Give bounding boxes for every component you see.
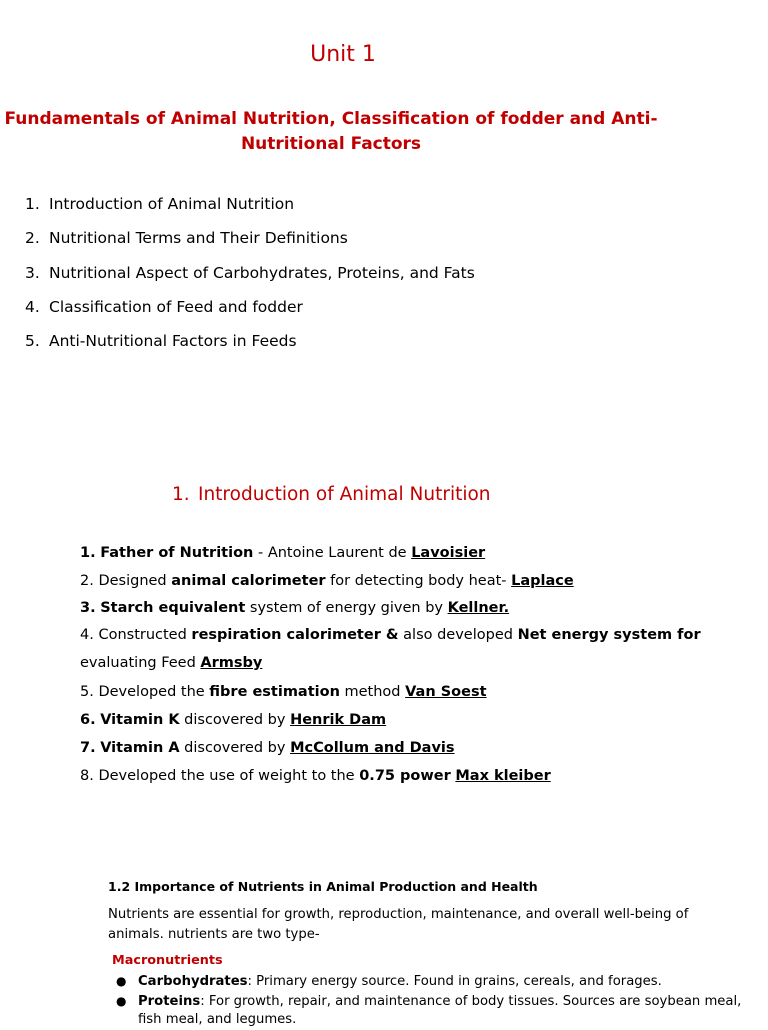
toc-number: 2. bbox=[25, 229, 40, 247]
toc-item-1 bbox=[25, 193, 294, 215]
fact-bold: Vitamin A bbox=[100, 740, 180, 756]
section-heading bbox=[172, 484, 491, 505]
fact-text: also developed bbox=[398, 627, 518, 643]
fact-text: discovered by bbox=[179, 712, 291, 728]
fact-8 bbox=[80, 766, 551, 786]
fact-number: 4. bbox=[80, 627, 94, 643]
fact-pre: Developed the use of weight to the bbox=[93, 768, 360, 784]
fact-answer: Lavoisier bbox=[411, 545, 486, 561]
fact-text: method bbox=[339, 684, 406, 700]
main-title: Fundamentals of Animal Nutrition, Classification of fodder and Anti-Nutritional Factors bbox=[4, 109, 658, 154]
fact-number: 1. bbox=[80, 545, 96, 561]
fact-4 bbox=[80, 625, 701, 645]
intro-paragraph: Nutrients are essential for growth, reproduction, maintenance, and overall well-being of animals. nutrients are two type- bbox=[108, 907, 689, 942]
fact-number: 5. bbox=[80, 684, 94, 700]
toc-text: Anti-Nutritional Factors in Feeds bbox=[49, 332, 297, 350]
fact-answer: Max kleiber bbox=[455, 768, 551, 784]
fact-text: for detecting body heat- bbox=[325, 573, 512, 589]
fact-bold-2: Net energy system for bbox=[517, 627, 701, 643]
toc-number: 1. bbox=[25, 195, 40, 213]
fact-bold: 0.75 power bbox=[359, 768, 451, 784]
toc-item-5 bbox=[25, 330, 297, 352]
fact-answer: McCollum and Davis bbox=[290, 740, 455, 756]
bullet-text: : For growth, repair, and maintenance of body tissues. Sources are soybean meal, bbox=[200, 994, 742, 1009]
bullet-icon: ● bbox=[116, 974, 127, 988]
toc-number: 3. bbox=[25, 264, 40, 282]
toc-number: 4. bbox=[25, 298, 40, 316]
bullet-icon: ● bbox=[116, 994, 127, 1008]
fact-3 bbox=[80, 598, 509, 618]
fact-pre: Developed the bbox=[93, 684, 210, 700]
bullet-continuation bbox=[138, 1010, 296, 1030]
section-title: Introduction of Animal Nutrition bbox=[198, 484, 491, 505]
macronutrients-heading: Macronutrients bbox=[112, 953, 223, 968]
fact-number: 8. bbox=[80, 768, 94, 784]
fact-6 bbox=[80, 710, 386, 730]
toc-item-2 bbox=[25, 227, 348, 249]
fact-pre: Constructed bbox=[93, 627, 192, 643]
fact-text: - Antoine Laurent de bbox=[253, 545, 412, 561]
fact-4-continuation bbox=[80, 653, 262, 673]
fact-7 bbox=[80, 738, 455, 758]
bullet-text: : Primary energy source. Found in grains, cereals, and forages. bbox=[247, 974, 662, 989]
fact-bold: respiration calorimeter & bbox=[191, 627, 399, 643]
bullet-bold: Carbohydrates bbox=[138, 974, 248, 989]
fact-answer: Kellner. bbox=[447, 600, 510, 616]
fact-answer: Henrik Dam bbox=[290, 712, 387, 728]
fact-5 bbox=[80, 682, 487, 702]
fact-bold: fibre estimation bbox=[209, 684, 340, 700]
fact-text: discovered by bbox=[179, 740, 291, 756]
section-number: 1. bbox=[172, 484, 190, 505]
toc-text: Nutritional Aspect of Carbohydrates, Proteins, and Fats bbox=[49, 264, 475, 282]
fact-cont: evaluating Feed bbox=[80, 655, 201, 671]
unit-title: Unit 1 bbox=[310, 42, 376, 67]
toc-item-4 bbox=[25, 296, 303, 318]
fact-number: 6. bbox=[80, 712, 96, 728]
fact-pre: Designed bbox=[93, 573, 172, 589]
fact-answer: Van Soest bbox=[405, 684, 487, 700]
fact-bold: Father of Nutrition bbox=[100, 545, 254, 561]
fact-number: 7. bbox=[80, 740, 96, 756]
fact-bold: animal calorimeter bbox=[171, 573, 326, 589]
fact-text: system of energy given by bbox=[245, 600, 448, 616]
fact-bold: Starch equivalent bbox=[100, 600, 246, 616]
fact-2 bbox=[80, 571, 574, 591]
fact-number: 2. bbox=[80, 573, 94, 589]
toc-text: Introduction of Animal Nutrition bbox=[49, 195, 295, 213]
bullet-item bbox=[116, 971, 662, 992]
fact-answer: Laplace bbox=[511, 573, 574, 589]
toc-number: 5. bbox=[25, 332, 40, 350]
bullet-bold: Proteins bbox=[138, 994, 201, 1009]
toc-text: Nutritional Terms and Their Definitions bbox=[49, 229, 348, 247]
fact-number: 3. bbox=[80, 600, 96, 616]
fact-answer: Armsby bbox=[200, 655, 263, 671]
fact-bold: Vitamin K bbox=[100, 712, 180, 728]
fact-1 bbox=[80, 543, 485, 563]
toc-item-3 bbox=[25, 262, 475, 284]
subsection-heading: 1.2 Importance of Nutrients in Animal Production and Health bbox=[108, 879, 538, 894]
toc-text: Classification of Feed and fodder bbox=[49, 298, 303, 316]
bullet-text: fish meal, and legumes. bbox=[138, 1012, 297, 1027]
bullet-item bbox=[116, 991, 741, 1012]
